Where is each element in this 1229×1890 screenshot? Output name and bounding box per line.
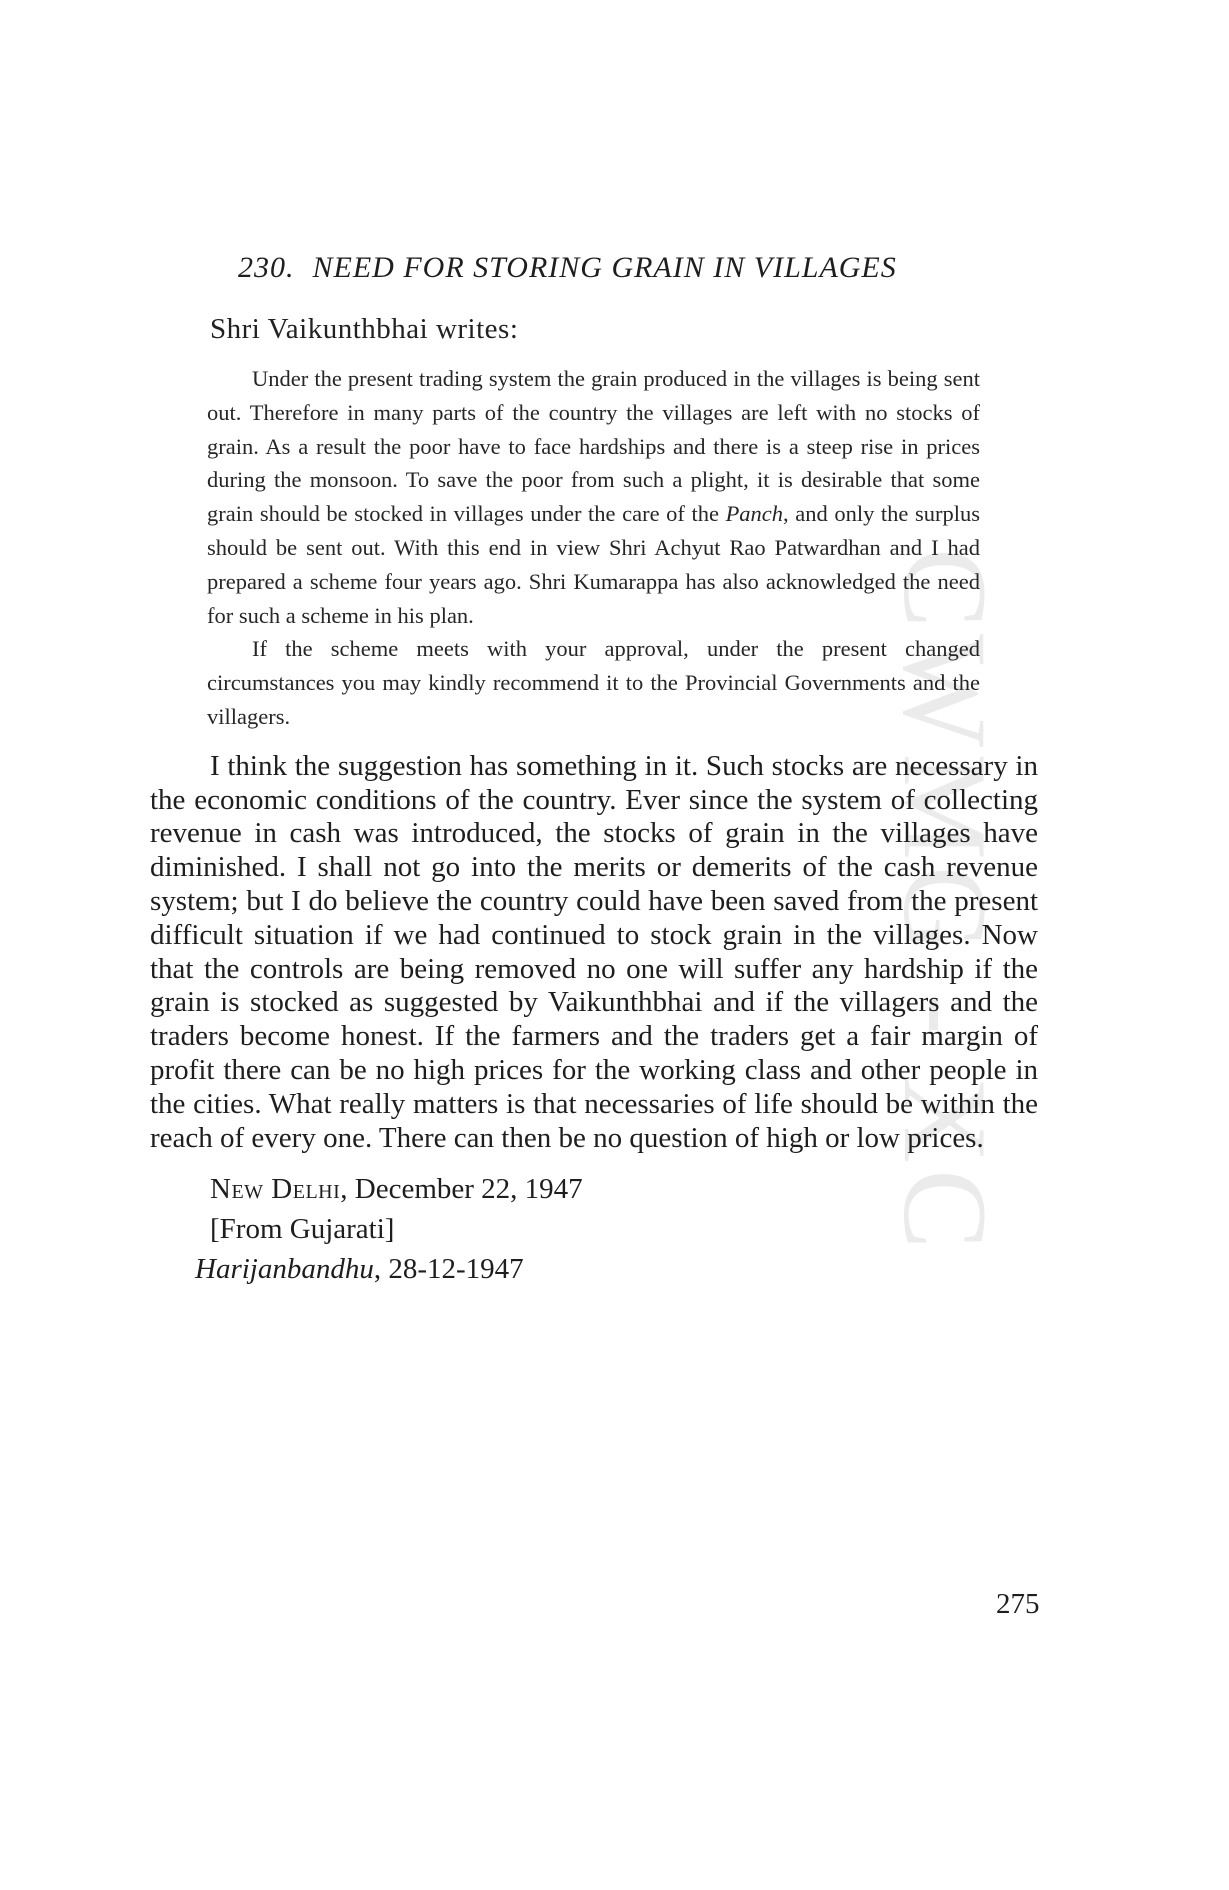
article-heading — [238, 248, 1038, 288]
quote-paragraph-1 — [207, 362, 980, 632]
quote-p1-emphasis: Panch — [725, 501, 784, 527]
dateline-date: , December 22, 1947 — [340, 1173, 583, 1206]
publication-name: Harijanbandhu — [195, 1253, 374, 1286]
dateline-place: New Delhi — [210, 1173, 341, 1206]
quote-p1-before: Under the present trading system the grain produced in the villages is being sent out. Therefore in many parts of the country the villages are left with no stocks of grain. As a result the poor have to face hardships and there is a steep rise in prices during the monsoon. To save the poor from such a plight, it is desirable that some grain should be stocked in villages under the care of the — [207, 366, 980, 527]
watermark: CWMG - XC — [879, 548, 1012, 1256]
quoted-letter — [207, 362, 980, 734]
intro-line: Shri Vaikunthbhai writes: — [210, 313, 519, 345]
content-area — [150, 248, 1038, 1289]
article-title: NEED FOR STORING GRAIN IN VILLAGES — [312, 251, 897, 284]
body-paragraph: I think the suggestion has something in it. Such stocks are necessary in the economic conditions of the country. Ever since the system of collecting revenue in cash was introduced, the stocks of grain in the villages have diminished. I shall not go into the merits or demerits of the cash revenue system; but I do believe the country could have been saved from the present difficult situation if we had continued to stock grain in the villages. Now that the controls are being removed no one will suffer any hardship if the grain is stocked as suggested by Vaikunthbhai and if the villagers and the traders become honest. If the farmers and the traders get a fair margin of profit there can be no high prices for the working class and other people in the cities. What really matters is that necessaries of life should be within the reach of every one. There can then be no question of high or low prices. — [150, 749, 1038, 1154]
page-number: 275 — [996, 1588, 1040, 1620]
publication-credit — [195, 1249, 1038, 1289]
quote-paragraph-2: If the scheme meets with your approval, under the present changed circumstances you may kindly recommend it to the Provincial Governments and the villagers. — [207, 636, 980, 729]
quote-p1-after: , and only the surplus should be sent out. With this end in view Shri Achyut Rao Patwardhan and I had prepared a scheme four years ago. Shri Kumarappa has also acknowledged the need for such a scheme in his plan. — [207, 501, 981, 628]
dateline — [210, 1169, 1038, 1209]
article-number: 230. — [238, 251, 295, 284]
source-note: [From Gujarati] — [210, 1213, 395, 1246]
body-text — [150, 750, 1038, 1156]
publication-date: , 28-12-1947 — [373, 1253, 524, 1286]
